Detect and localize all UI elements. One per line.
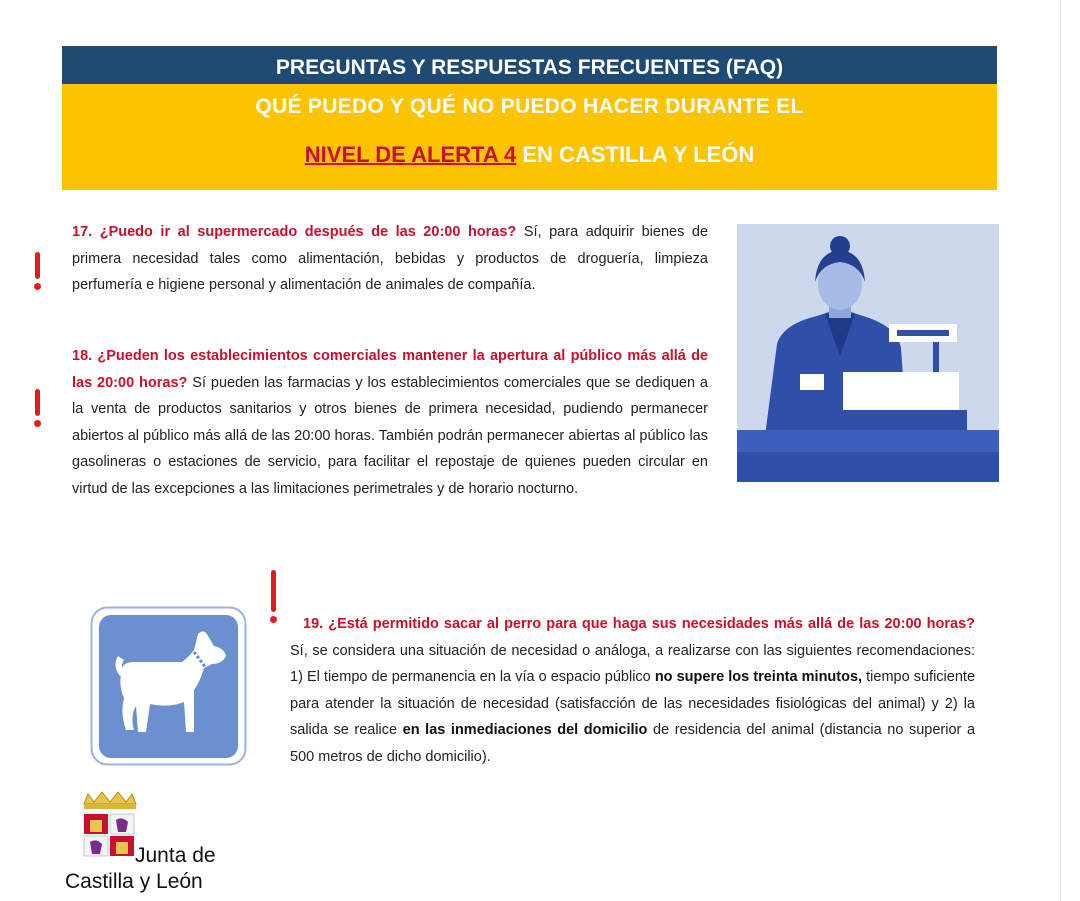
faq-answer-18: Sí pueden las farmacias y los establecimientos comerciales que se dediquen a la venta de productos sanitarios y otros bienes de primera necesidad, pudiendo permanecer abiertos al público más allá de las 20:00 horas. También podrán permanecer abiertas al público las gasolineras o estaciones de servicio, para facilitar el repostaje de quienes pueden circular en virtud de las excepciones a las limitaciones perimetrales y de horario nocturno. (72, 374, 708, 497)
exclamation-icon (32, 389, 42, 427)
alert-level-label: NIVEL DE ALERTA 4 (304, 142, 517, 167)
header-alert-line (62, 141, 997, 169)
junta-logo (62, 790, 252, 895)
faq-question-18: 18. ¿Pueden los establecimientos comerciales mantener la apertura al público más allá de las 20:00 horas? (72, 348, 708, 391)
exclamation-icon (32, 252, 42, 290)
dog-icon (90, 606, 247, 766)
faq-question-19: 19. ¿Está permitido sacar al perro para que haga sus necesidades más allá de las 20:00 horas? (303, 616, 975, 632)
faq-answer-19-part2: tiempo suficiente para atender la situación de necesidad (satisfacción de las necesidades fisiológicas del animal) y 2) la salida se realice (290, 669, 976, 738)
faq-answer-19-part3: de residencia del animal (distancia no superior a 500 metros de dicho domicilio). (290, 722, 976, 765)
logo-text-line1: Junta de (135, 844, 216, 867)
faq-answer-17: Sí, para adquirir bienes de primera necesidad tales como alimentación, bebidas y productos de droguería, limpieza perfumería e higiene personal y alimentación de animales de compañía. (72, 224, 709, 293)
faq-answer-19-bold1: no supere los treinta minutos, (654, 669, 863, 685)
faq-item-17 (72, 219, 708, 299)
region-label: EN CASTILLA Y LEÓN (516, 142, 755, 167)
cashier-illustration (737, 224, 999, 482)
faq-answer-19-bold2: en las inmediaciones del domicilio (402, 722, 648, 738)
faq-item-18 (72, 343, 708, 502)
faq-answer-19-part1: Sí, se considera una situación de necesidad o análoga, a realizarse con las siguientes recomendaciones: 1) El tiempo de permanencia en la vía o espacio público (290, 642, 975, 685)
header-subtitle: QUÉ PUEDO Y QUÉ NO PUEDO HACER DURANTE EL (255, 95, 804, 118)
page-edge (1060, 0, 1061, 901)
faq-header (62, 46, 997, 190)
faq-item-19 (290, 611, 975, 770)
exclamation-icon (268, 570, 278, 623)
header-subtitle-block (62, 84, 997, 190)
logo-text-line2: Castilla y León (65, 870, 203, 893)
faq-title: PREGUNTAS Y RESPUESTAS FRECUENTES (FAQ) (62, 46, 997, 84)
faq-question-17: 17. ¿Puedo ir al supermercado después de las 20:00 horas? (72, 224, 517, 240)
